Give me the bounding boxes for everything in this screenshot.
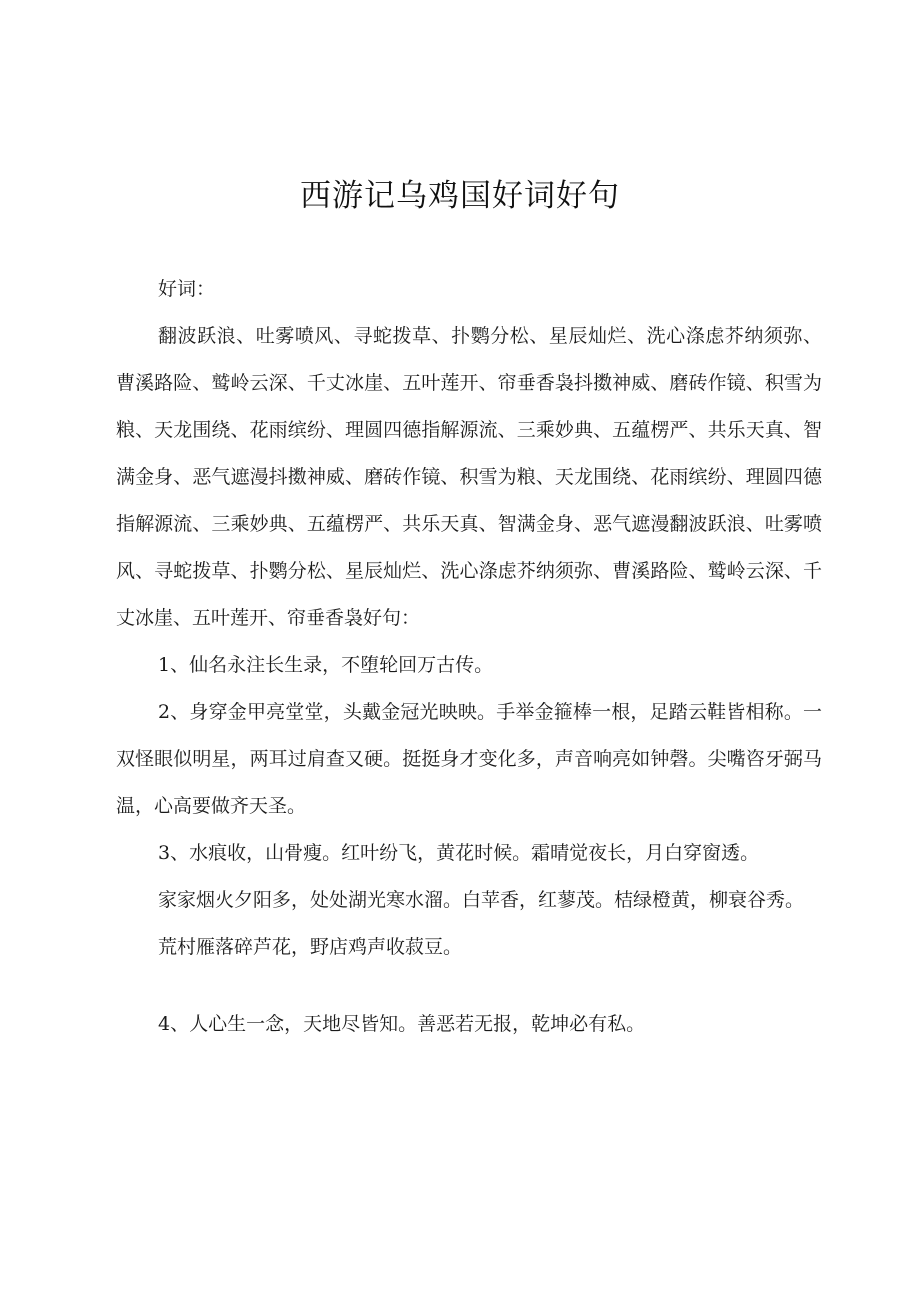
good-sentence-3-ending: 荒村雁落碎芦花，野店鸡声收菽豆。 bbox=[158, 936, 463, 958]
document-title: 西游记乌鸡国好词好句 bbox=[300, 178, 620, 214]
good-sentence-3-continued: 家家烟火夕阳多，处处湖光寒水溜。白苹香，红蓼茂。桔绿橙黄，柳衰谷秀。 bbox=[158, 889, 805, 911]
good-sentence-1: 1、仙名永注长生录，不堕轮回万古传。 bbox=[158, 654, 494, 676]
good-words-list: 翻波跃浪、吐雾喷风、寻蛇拨草、扑鹦分松、星辰灿烂、洗心涤虑芥纳须弥、曹溪路险、鹫岭云深、千丈冰崖、五叶莲开、帘垂香袅抖擞神威、磨砖作镜、积雪为粮、天龙围绕、花雨缤纷、理圆四德指解源流、三乘妙典、五蕴楞严、共乐天真、智满金身、恶气遮漫抖擞神威、磨砖作镜、积雪为粮、天龙围绕、花雨缤纷、理圆四德指解源流、三乘妙典、五蕴楞严、共乐天真、智满金身、恶气遮漫翻波跃浪、吐雾喷风、寻蛇拨草、扑鹦分松、星辰灿烂、洗心涤虑芥纳须弥、曹溪路险、鹫岭云深、千丈冰崖、五叶莲开、帘垂香袅好句： bbox=[116, 325, 822, 629]
good-sentence-4: 4、人心生一念，天地尽皆知。善恶若无报，乾坤必有私。 bbox=[158, 1013, 646, 1035]
good-sentence-2: 2、身穿金甲亮堂堂，头戴金冠光映映。手举金箍棒一根，足踏云鞋皆相称。一双怪眼似明星，两耳过肩查又硬。挺挺身才变化多，声音响亮如钟磬。尖嘴咨牙弼马温，心高要做齐天圣。 bbox=[116, 701, 822, 817]
good-words-heading: 好词： bbox=[158, 278, 216, 300]
document-body bbox=[116, 266, 822, 1048]
good-sentence-3: 3、水痕收，山骨瘦。红叶纷飞，黄花时候。霜晴觉夜长，月白穿窗透。 bbox=[158, 842, 760, 864]
paragraph-spacer bbox=[116, 971, 822, 1001]
